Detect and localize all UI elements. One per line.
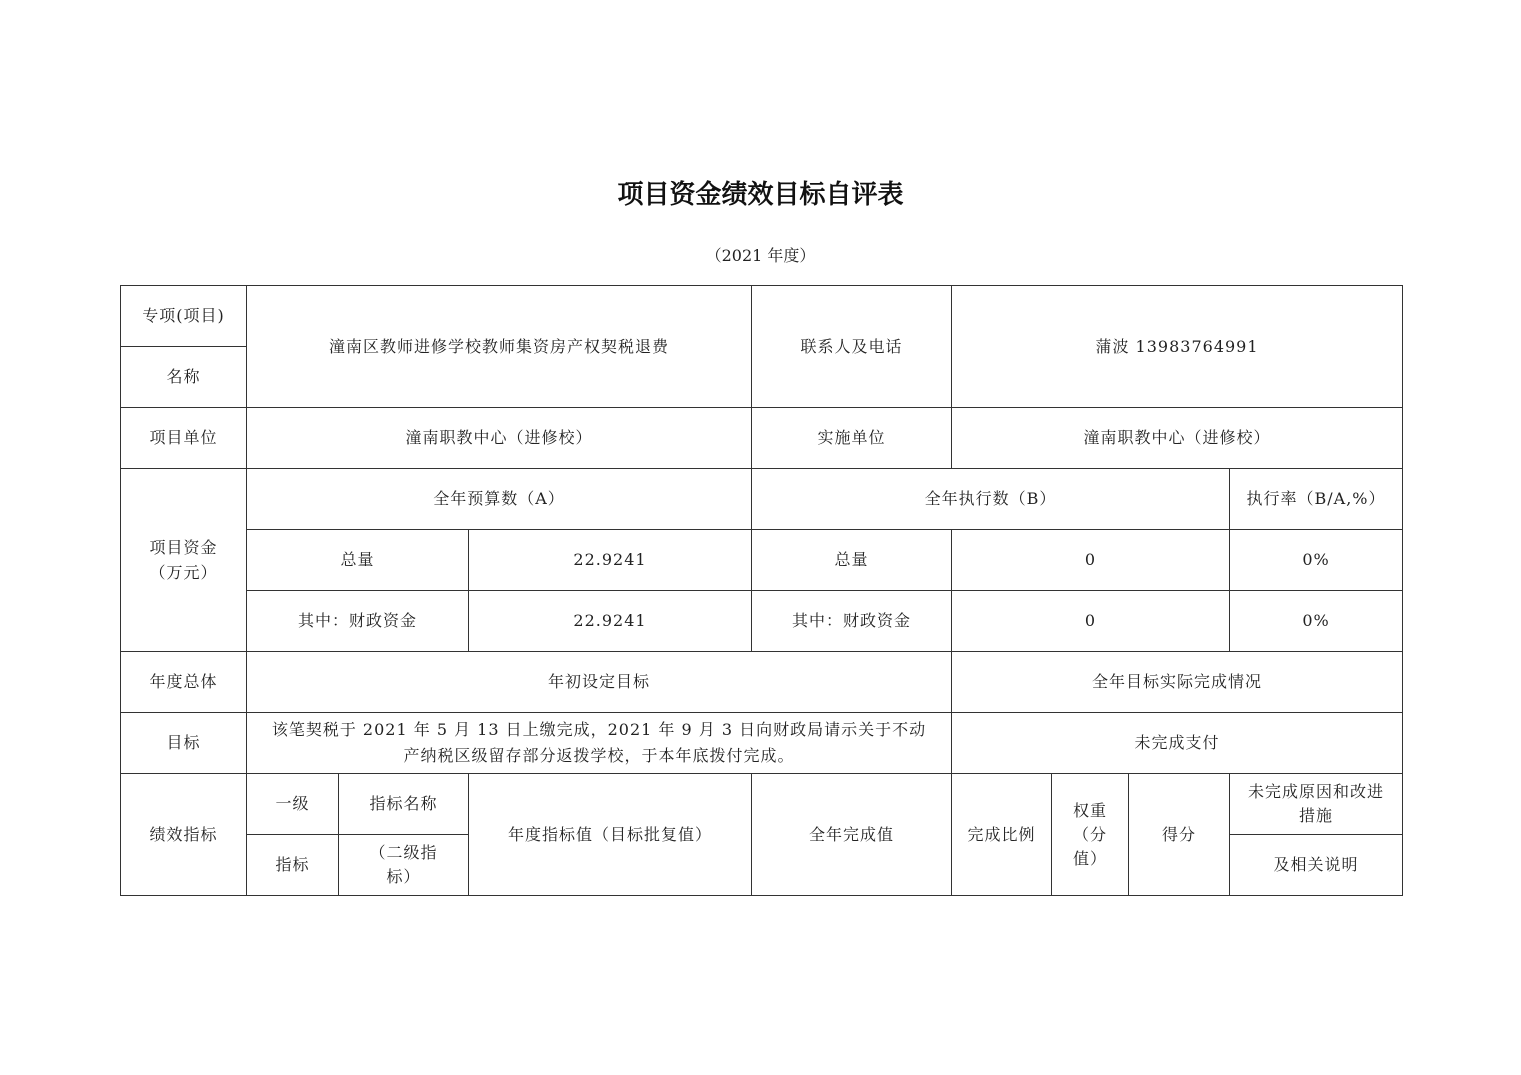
weight-label	[1052, 774, 1129, 896]
project-unit-label: 项目单位	[121, 408, 247, 469]
self-evaluation-table	[120, 285, 1403, 896]
fiscal-rate-value: 0%	[1230, 591, 1403, 652]
funds-label	[121, 469, 247, 652]
goal-text-line-1: 该笔契税于 2021 年 5 月 13 日上缴完成，2021 年 9 月 3 日向财政局请示关于不动	[271, 720, 927, 739]
document-title: 项目资金绩效目标自评表	[617, 180, 904, 210]
annual-execution-label: 全年执行数（B）	[752, 469, 1230, 530]
score-label: 得分	[1129, 774, 1230, 896]
fiscal-budget-value: 22.9241	[469, 591, 752, 652]
initial-target-label: 年初设定目标	[247, 652, 952, 713]
project-name-label-bottom: 名称	[121, 347, 247, 408]
fiscal-execution-label: 其中：财政资金	[752, 591, 952, 652]
weight-label-line-3: 值）	[1072, 848, 1107, 868]
indicator-name-line-1: （二级指	[369, 843, 438, 862]
fiscal-budget-label: 其中：财政资金	[247, 591, 469, 652]
actual-completion-label: 全年目标实际完成情况	[952, 652, 1403, 713]
table-row	[121, 591, 1403, 652]
table-row	[121, 713, 1403, 774]
total-execution-value: 0	[952, 530, 1230, 591]
annual-completion-value-label: 全年完成值	[752, 774, 952, 896]
reason-label-line-2: 措施	[1299, 806, 1334, 825]
table-row	[121, 530, 1403, 591]
total-budget-label: 总量	[247, 530, 469, 591]
goal-label: 目标	[121, 713, 247, 774]
annual-indicator-value-label: 年度指标值（目标批复值）	[469, 774, 752, 896]
fiscal-execution-value: 0	[952, 591, 1230, 652]
indicators-label: 绩效指标	[121, 774, 247, 896]
total-rate-value: 0%	[1230, 530, 1403, 591]
reason-label-bottom: 及相关说明	[1230, 835, 1403, 896]
goal-completion-value: 未完成支付	[952, 713, 1403, 774]
execution-rate-label: 执行率（B/A,%）	[1230, 469, 1403, 530]
table-row	[121, 408, 1403, 469]
reason-label-top	[1230, 774, 1403, 835]
table-row	[121, 774, 1403, 835]
funds-label-line-2: （万元）	[149, 563, 218, 582]
completion-ratio-label: 完成比例	[952, 774, 1052, 896]
indicator-name-label-top: 指标名称	[339, 774, 469, 835]
indicator-name-line-2: 标）	[386, 867, 421, 886]
indicator-name-label-bottom	[339, 835, 469, 896]
project-name-label-top: 专项(项目)	[121, 286, 247, 347]
table-row	[121, 652, 1403, 713]
goal-text	[247, 713, 952, 774]
funds-label-line-1: 项目资金	[149, 538, 218, 557]
weight-label-line-2: （分	[1072, 824, 1107, 844]
contact-label: 联系人及电话	[752, 286, 952, 408]
table-row	[121, 286, 1403, 347]
annual-budget-label: 全年预算数（A）	[247, 469, 752, 530]
overall-label: 年度总体	[121, 652, 247, 713]
contact-value: 蒲波 13983764991	[952, 286, 1403, 408]
goal-text-line-2: 产纳税区级留存部分返拨学校，于本年底拨付完成。	[403, 746, 795, 765]
reason-label-line-1: 未完成原因和改进	[1248, 782, 1385, 801]
total-budget-value: 22.9241	[469, 530, 752, 591]
level-label-top: 一级	[247, 774, 339, 835]
level-label-bottom: 指标	[247, 835, 339, 896]
document-year: （2021 年度）	[705, 246, 816, 265]
project-unit-value: 潼南职教中心（进修校）	[247, 408, 752, 469]
table-row	[121, 469, 1403, 530]
total-execution-label: 总量	[752, 530, 952, 591]
implementing-unit-label: 实施单位	[752, 408, 952, 469]
project-name-value: 潼南区教师进修学校教师集资房产权契税退费	[247, 286, 752, 408]
weight-label-line-1: 权重	[1072, 800, 1107, 820]
implementing-unit-value: 潼南职教中心（进修校）	[952, 408, 1403, 469]
